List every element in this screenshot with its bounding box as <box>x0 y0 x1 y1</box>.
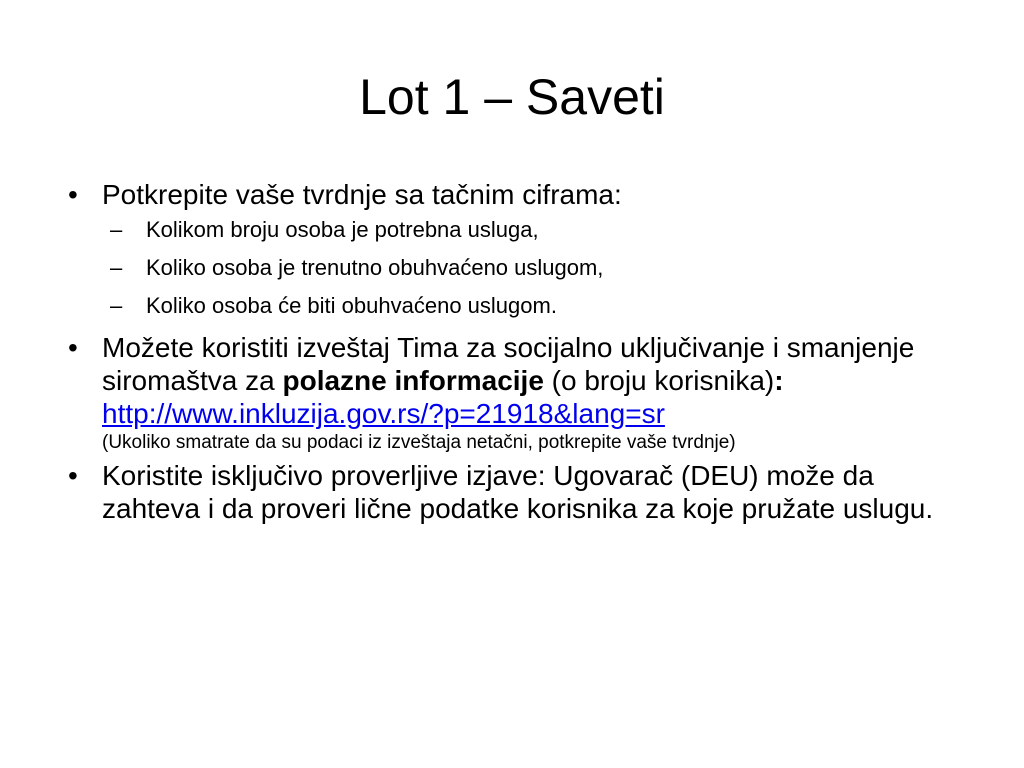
bullet-1 <box>62 178 942 211</box>
sub-item-text: Kolikom broju osoba je potrebna usluga, <box>146 217 539 242</box>
dash-icon: – <box>110 255 123 280</box>
sub-item-text: Koliko osoba je trenutno obuhvaćeno uslugom, <box>146 255 604 280</box>
dash-icon: – <box>110 217 123 242</box>
bullet-2-note: (Ukoliko smatrate da su podaci iz izveštaja netačni, potkrepite vaše tvrdnje) <box>102 432 736 453</box>
bullet-dot-icon: • <box>68 460 78 491</box>
bullet-2 <box>62 331 942 455</box>
bullet-2-colon: : <box>774 365 784 396</box>
sub-item <box>62 217 942 243</box>
bullet-1-text: Potkrepite vaše tvrdnje sa tačnim ciframa: <box>102 179 622 210</box>
bullet-3 <box>62 459 942 525</box>
inkluzija-link[interactable]: http://www.inkluzija.gov.rs/?p=21918&lang=sr <box>102 398 665 429</box>
sub-item <box>62 255 942 281</box>
dash-icon: – <box>110 293 123 318</box>
slide-content <box>62 178 942 527</box>
bullet-2-text-start: Možete koristiti izveštaj Tima za socijalno uključivanje i smanjenje siromaštva za <box>102 332 915 396</box>
bullet-1-sub-list <box>62 217 942 319</box>
bullet-dot-icon: • <box>68 179 78 210</box>
bullet-2-bold-text: polazne informacije <box>282 365 544 396</box>
bullet-2-text <box>102 332 914 396</box>
bullet-2-text-end: (o broju korisnika) <box>543 365 775 396</box>
sub-item <box>62 293 942 319</box>
slide-title: Lot 1 – Saveti <box>359 69 665 125</box>
bullet-3-text: Koristite isključivo proverljive izjave: Ugovarač (DEU) može da zahteva i da proveri lične podatke korisnika za koje pružate uslugu. <box>102 460 934 524</box>
sub-item-text: Koliko osoba će biti obuhvaćeno uslugom. <box>146 293 557 318</box>
bullet-dot-icon: • <box>68 332 78 363</box>
